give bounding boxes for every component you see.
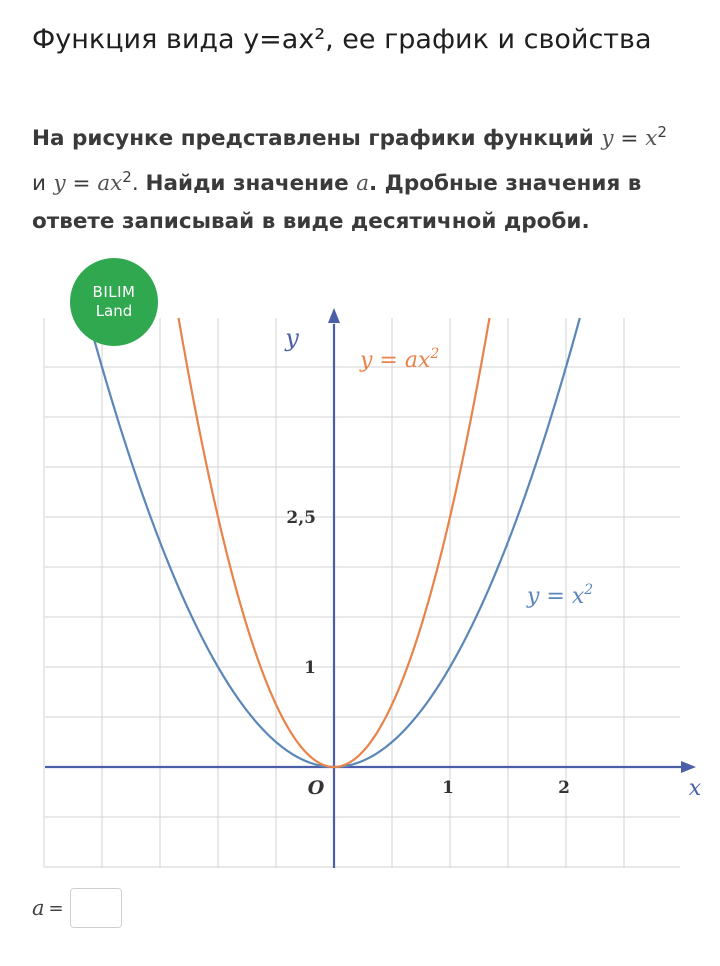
x-tick-label: 1 bbox=[442, 778, 454, 798]
task-dot: . bbox=[131, 171, 146, 197]
x-tick-label: 2 bbox=[558, 778, 570, 798]
x-axis-arrow bbox=[681, 761, 696, 773]
bilimland-logo bbox=[70, 258, 158, 346]
origin-label: O bbox=[307, 777, 325, 799]
task-part3: . Дробные значения в ответе записывай в виде десятичной дроби. bbox=[32, 171, 642, 235]
logo-line1: BILIM bbox=[92, 283, 136, 301]
task-part2: Найди значение bbox=[145, 171, 349, 197]
task-math-y: y bbox=[601, 126, 614, 152]
y-axis-label: y bbox=[285, 324, 299, 352]
task-math-ax: ax bbox=[97, 171, 123, 197]
answer-input[interactable] bbox=[70, 888, 122, 928]
answer-label: a bbox=[32, 896, 45, 920]
label-y-x2-exp: 2 bbox=[584, 582, 594, 598]
y-axis-arrow bbox=[328, 308, 340, 323]
graph-figure bbox=[30, 255, 702, 875]
task-exp: 2 bbox=[657, 123, 667, 141]
page-title: Функция вида y=ax², ее график и свойства bbox=[32, 24, 652, 55]
label-y-x2-base: y = x bbox=[527, 584, 585, 609]
task-math-x: x bbox=[645, 126, 658, 152]
label-y-ax2 bbox=[359, 346, 439, 373]
task-text bbox=[32, 113, 692, 241]
y-tick-label: 1 bbox=[304, 658, 316, 678]
task-exp2: 2 bbox=[122, 168, 132, 187]
logo-line2: Land bbox=[95, 302, 133, 320]
label-y-x2 bbox=[526, 582, 593, 609]
task-eq: = bbox=[613, 126, 646, 152]
task-and: и bbox=[32, 171, 46, 197]
parabola-chart bbox=[30, 255, 702, 875]
y-tick-label: 2,5 bbox=[286, 508, 316, 528]
label-y-ax2-exp: 2 bbox=[430, 346, 440, 362]
x-axis-label: x bbox=[688, 776, 702, 801]
answer-equals: = bbox=[48, 897, 64, 919]
task-part1: На рисунке представлены графики функций bbox=[32, 126, 594, 152]
task-math-a: a bbox=[356, 171, 370, 197]
task-math-y2: y bbox=[53, 171, 66, 197]
task-eq2: = bbox=[65, 171, 98, 197]
label-y-ax2-base: y = ax bbox=[360, 348, 431, 373]
answer-row bbox=[32, 888, 122, 928]
